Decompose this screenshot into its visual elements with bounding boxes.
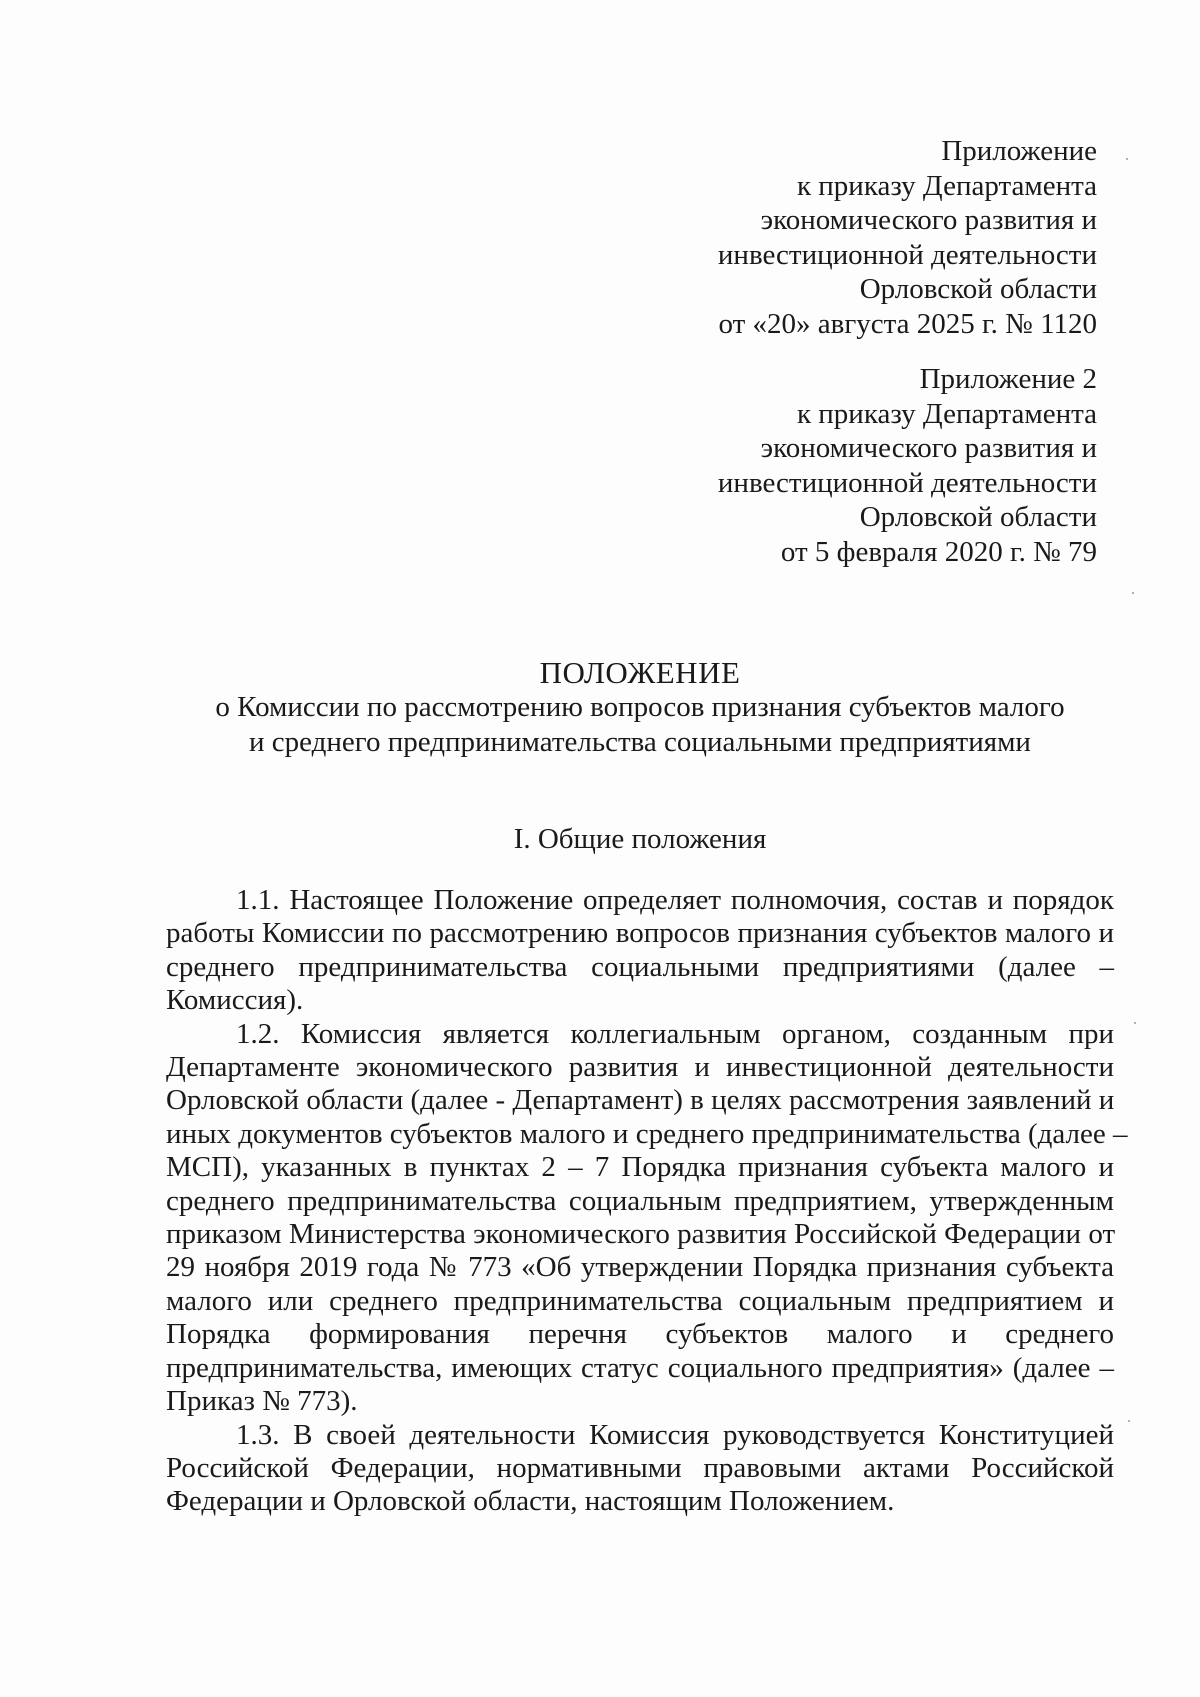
paragraph-line: Приказ № 773). bbox=[166, 1385, 358, 1418]
annex-line: экономического развития и bbox=[760, 204, 1097, 236]
annex-line: Приложение bbox=[941, 135, 1097, 167]
paragraph-line: 1.2. Комиссия является коллегиальным органом, созданным при bbox=[236, 1017, 1114, 1050]
paragraph-line: малого или среднего предпринимательства социальным предприятием и bbox=[166, 1284, 1114, 1317]
scan-speck bbox=[1128, 1420, 1130, 1422]
paragraph-line: среднего предпринимательства социальным предприятием, утвержденным bbox=[166, 1184, 1114, 1217]
scan-speck bbox=[1132, 592, 1134, 594]
paragraph-line: Орловской области (далее - Департамент) в целях рассмотрения заявлений и bbox=[166, 1084, 1115, 1117]
paragraph-line: 29 ноября 2019 года № 773 «Об утверждении Порядка признания субъекта bbox=[166, 1251, 1114, 1284]
annex-line: от 5 февраля 2020 г. № 79 bbox=[780, 535, 1097, 568]
annex-line: к приказу Департамента bbox=[796, 397, 1097, 430]
annex-header-current bbox=[537, 134, 1097, 341]
annex-line: экономического развития и bbox=[760, 432, 1097, 464]
annex-line: Орловской области bbox=[859, 273, 1097, 305]
annex-line: от «20» августа 2025 г. № 1120 bbox=[718, 307, 1097, 340]
annex-line: к приказу Департамента bbox=[796, 169, 1097, 202]
annex-line: Приложение 2 bbox=[919, 363, 1097, 395]
scan-speck bbox=[1126, 158, 1128, 160]
annex-header-previous bbox=[537, 362, 1097, 569]
paragraph-line: МСП), указанных в пунктах 2 – 7 Порядка признания субъекта малого и bbox=[166, 1151, 1114, 1184]
scan-speck bbox=[1134, 1022, 1136, 1024]
paragraph-1-1 bbox=[166, 884, 1114, 1018]
document-subtitle-line: о Комиссии по рассмотрению вопросов признания субъектов малого bbox=[215, 691, 1065, 723]
annex-line: инвестиционной деятельности bbox=[717, 466, 1097, 499]
paragraph-line: работы Комиссии по рассмотрению вопросов признания субъектов малого и bbox=[166, 917, 1114, 950]
paragraph-1-2 bbox=[166, 1017, 1128, 1419]
paragraph-line: Российской Федерации, нормативными правовыми актами Российской bbox=[166, 1451, 1114, 1484]
section-body bbox=[166, 884, 1128, 1519]
paragraph-line: предпринимательства, имеющих статус социального предприятия» (далее – bbox=[166, 1351, 1114, 1384]
paragraph-line: иных документов субъектов малого и среднего предпринимательства (далее – bbox=[166, 1117, 1128, 1150]
paragraph-line: Федерации и Орловской области, настоящим Положением. bbox=[166, 1485, 895, 1518]
paragraph-line: Порядка формирования перечня субъектов малого и среднего bbox=[166, 1318, 1114, 1351]
paragraph-line: Департаменте экономического развития и инвестиционной деятельности bbox=[166, 1051, 1114, 1084]
document-title: ПОЛОЖЕНИЕ bbox=[539, 655, 741, 690]
document-subtitle-line: и среднего предпринимательства социальными предприятиями bbox=[249, 726, 1031, 758]
paragraph-line: 1.1. Настоящее Положение определяет полномочия, состав и порядок bbox=[236, 884, 1114, 916]
paragraph-line: среднего предпринимательства социальными предприятиями (далее – bbox=[166, 950, 1114, 983]
annex-line: Орловской области bbox=[859, 501, 1097, 533]
document-title-block bbox=[160, 655, 1120, 760]
paragraph-line: 1.3. В своей деятельности Комиссия руководствуется Конституцией bbox=[236, 1418, 1114, 1451]
paragraph-line: Комиссия). bbox=[166, 984, 304, 1017]
annex-line: инвестиционной деятельности bbox=[717, 238, 1097, 271]
paragraph-1-3 bbox=[166, 1419, 1114, 1519]
paragraph-line: приказом Министерства экономического развития Российской Федерации от bbox=[166, 1218, 1116, 1251]
section-heading: I. Общие положения bbox=[513, 823, 767, 855]
